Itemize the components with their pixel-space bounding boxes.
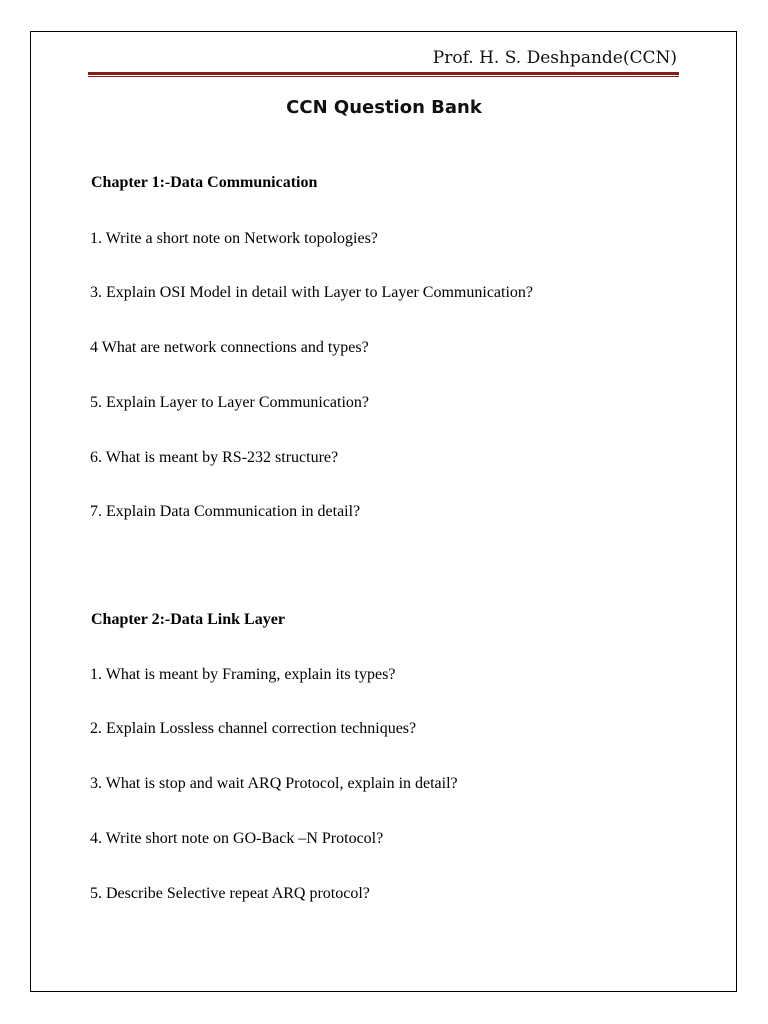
chapter-1-question: 1. Write a short note on Network topologies?: [90, 230, 378, 247]
chapter-2-question: 2. Explain Lossless channel correction techniques?: [90, 720, 417, 737]
chapter-2-question: 4. Write short note on GO-Back –N Protocol?: [90, 830, 384, 847]
chapter-2-question: 1. What is meant by Framing, explain its types?: [90, 666, 396, 683]
chapter-1-heading: Chapter 1:-Data Communication: [91, 174, 318, 191]
header-author: Prof. H. S. Deshpande(CCN): [432, 48, 677, 68]
header-rule: [88, 72, 679, 75]
chapter-1-question: 6. What is meant by RS-232 structure?: [90, 449, 339, 466]
document-title: CCN Question Bank: [286, 97, 482, 118]
chapter-2-question: 5. Describe Selective repeat ARQ protocol?: [90, 885, 370, 902]
chapter-2-heading: Chapter 2:-Data Link Layer: [91, 611, 285, 628]
header-rule-thin: [88, 76, 679, 77]
chapter-1-question: 7. Explain Data Communication in detail?: [90, 503, 361, 520]
chapter-1-question: 4 What are network connections and types?: [90, 339, 369, 356]
chapter-2-question: 3. What is stop and wait ARQ Protocol, explain in detail?: [90, 775, 458, 792]
chapter-1-question: 5. Explain Layer to Layer Communication?: [90, 394, 370, 411]
chapter-1-question: 3. Explain OSI Model in detail with Layer to Layer Communication?: [90, 284, 534, 301]
